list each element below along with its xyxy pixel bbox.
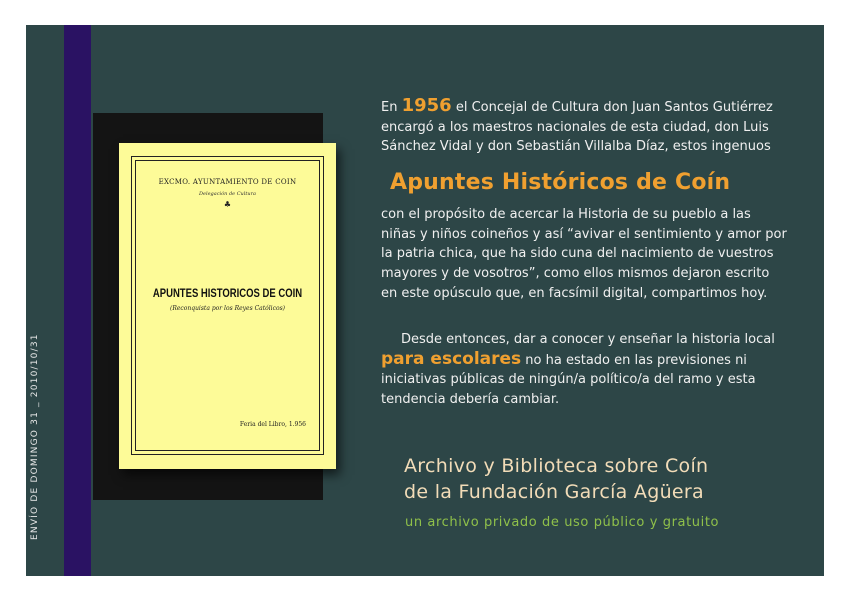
- cover-fair: Feria del Libro, 1.956: [239, 421, 306, 428]
- archive-tagline: un archivo privado de uso público y gratuito: [405, 515, 720, 530]
- cover-title: APUNTES HISTORICOS DE COIN: [152, 286, 303, 301]
- cover-ornament-icon: ♣: [223, 200, 232, 209]
- cover-org: EXCMO. AYUNTAMIENTO DE COIN: [158, 178, 297, 186]
- escolares-highlight: para escolares: [381, 348, 522, 369]
- intro-paragraph: En 1956 el Concejal de Cultura don Juan Santos Gutiérrez encargó a los maestros nacionales de esta ciudad, don Luis Sánchez Vidal y don Sebastián Villalba Díaz, estos ingenuos: [381, 95, 773, 155]
- headline: Apuntes Históricos de Coín: [390, 170, 731, 195]
- purple-stripe: [64, 25, 91, 576]
- archive-title: Archivo y Biblioteca sobre Coín de la Fundación García Agüera: [404, 455, 709, 503]
- year-highlight: 1956: [401, 95, 452, 116]
- side-date-label: ENVÍO DE DOMINGO 31 _ 2010/10/31: [30, 333, 40, 540]
- cover-subtitle: (Reconquista por los Reyes Católicos): [169, 305, 285, 312]
- body-paragraph-1: con el propósito de acercar la Historia de su pueblo a las niñas y niños coineños y así “avivar el sentimiento y amor por la patria chica, que ha sido cuna del nacimiento de vuestros mayores y de vosotros”, como ellos mismos dejaron escrito en este opúsculo que, en facsímil digital, compartimos hoy.: [381, 207, 787, 301]
- book-cover: [119, 143, 336, 469]
- cover-dept: Delegación de Cultura: [199, 191, 256, 197]
- body-paragraph-2: Desde entonces, dar a conocer y enseñar la historia local para escolares no ha estado en las previsiones ni iniciativas públicas de ningún/a político/a del ramo y esta tendencia debería cambiar.: [381, 332, 775, 408]
